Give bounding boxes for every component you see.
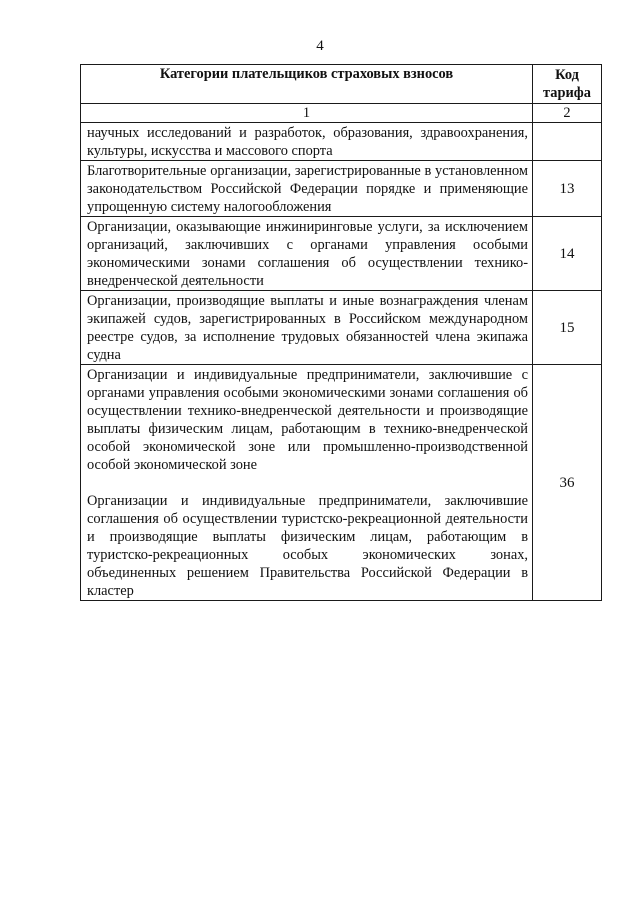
column-number-2: 2 xyxy=(533,104,602,123)
category-text: Организации и индивидуальные предприниматели, заключившие соглашения об осуществлении туристско-рекреационной деятельности и производящие выплаты физическим лицам, работающим в туристско-рекреационных особых экономических зонах, объединенных решением Правительства Российской Федерации в кластер xyxy=(87,493,528,599)
header-code: Код тарифа xyxy=(533,65,602,104)
category-cell xyxy=(81,217,533,291)
category-cell xyxy=(81,291,533,365)
tariff-code: 13 xyxy=(533,161,602,217)
table-row xyxy=(81,365,602,601)
column-number-1: 1 xyxy=(81,104,533,123)
header-category: Категории плательщиков страховых взносов xyxy=(81,65,533,104)
table-row xyxy=(81,123,602,161)
category-cell xyxy=(81,123,533,161)
column-number-row xyxy=(81,104,602,123)
category-text: научных исследований и разработок, образования, здравоохранения, культуры, искусства и массового спорта xyxy=(87,125,528,159)
category-cell xyxy=(81,365,533,601)
category-text: Благотворительные организации, зарегистрированные в установленном законодательством Российской Федерации порядке и применяющие упрощенную систему налогообложения xyxy=(87,163,528,215)
category-text: Организации и индивидуальные предприниматели, заключившие с органами управления особыми экономическими зонами соглашения об осуществлении технико-внедренческой деятельности и производящие выплаты физическим лицам, работающим в технико-внедренческой особой экономической зоне или промышленно-производственной особой экономической зоне xyxy=(87,367,528,473)
tariff-code: 15 xyxy=(533,291,602,365)
table-header-row xyxy=(81,65,602,104)
tariff-code: 14 xyxy=(533,217,602,291)
tariff-code: 36 xyxy=(533,365,602,601)
page-number: 4 xyxy=(316,38,324,54)
table-row xyxy=(81,291,602,365)
table-row xyxy=(81,217,602,291)
tariff-table xyxy=(80,64,602,601)
category-text: Организации, производящие выплаты и иные вознаграждения членам экипажей судов, зарегистрированных в Российском международном реестре судов, за исполнение трудовых обязанностей члена экипажа судна xyxy=(87,293,528,363)
category-text: Организации, оказывающие инжиниринговые услуги, за исключением организаций, заключивших с органами управления особыми экономическими зонами соглашения об осуществлении технико-внедренческой деятельности xyxy=(87,219,528,289)
tariff-code xyxy=(533,123,602,161)
category-cell xyxy=(81,161,533,217)
table-row xyxy=(81,161,602,217)
